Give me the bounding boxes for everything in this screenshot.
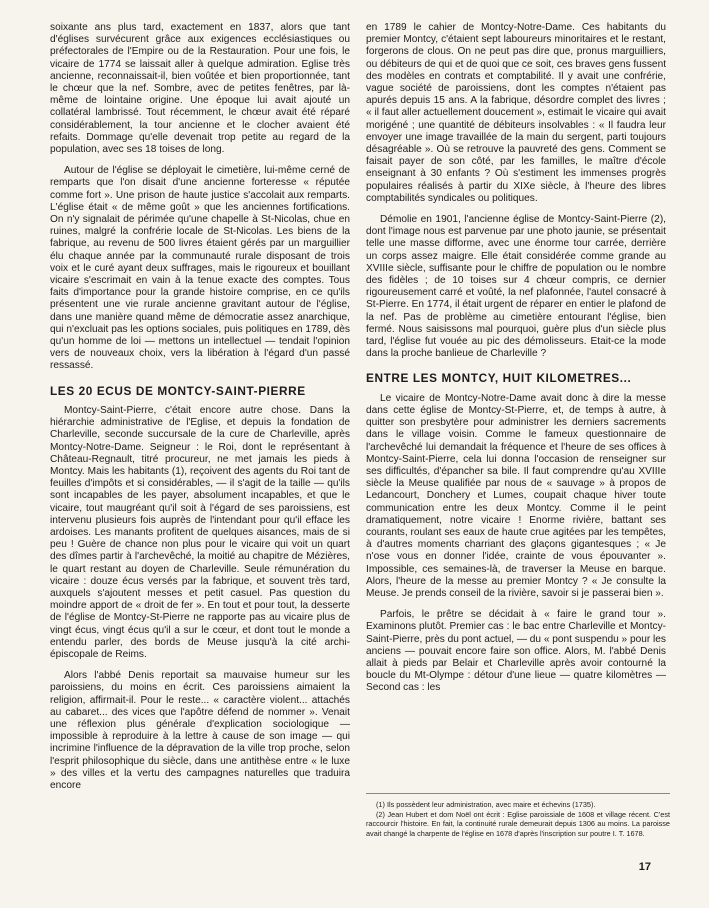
section-heading: ENTRE LES MONTCY, HUIT KILOMETRES... — [366, 371, 632, 386]
page-number: 17 — [638, 861, 651, 873]
paragraph: Parfois, le prêtre se décidait à « faire le grand tour ». Examinons plutôt. Premier cas : le bac entre Charleville et Montcy-Saint-Pierre, près du pont actuel, — du « pont suspendu » pour les anciens — pouvait encore faire son office. Alors, M. l'abbé Denis allait à pieds par Belair et Charleville après avoir contourné la boucle du Mt-Olympe : détour d'une lieue — quatre kilomètres — Second cas : les — [366, 609, 666, 694]
section-heading: LES 20 ECUS DE MONTCY-SAINT-PIERRE — [50, 383, 306, 398]
right-column — [366, 22, 666, 704]
footnotes — [366, 793, 670, 839]
paragraph: soixante ans plus tard, exactement en 1837, alors que tant d'églises survécurent grâce aux exigences ecclésiastiques ou préfectorales de l'Empire ou de la Restauration. Pour une fois, le vicaire de 1774 se laissait aller à quelque admiration. Eglise très ancienne, reconnaissait-il, bien voûtée et bien proportionnée, tant le chœur que la nef. Sombre, avec de petites fenêtres, par là-même de lointaine origine. Une époque lui avait ajouté un collatéral lambrissé. Tout récemment, le chœur avait été réparé considérablement, la tour ancienne et le clocher avaient été refaits. Dommage qu'elle devenait trop petite au regard de la population, avec ses 18 toises de long. — [50, 22, 350, 156]
paragraph: en 1789 le cahier de Montcy-Notre-Dame. Ces habitants du premier Montcy, c'étaient sept laboureurs minoritaires et le restant, forgerons de clous. On ne peut pas dire que, pronus marguilliers, ou débiteurs de qui et de quoi que ce soit, ces braves gens fussent des modèles en contrats et comptabilité. Il y avait une confrérie, vague société de paroissiens, dont les comptes n'étaient pas apurés depuis 15 ans. A la fabrique, désordre complet des livres ; « il faut aller actuellement doucement », estimait le vicaire qui avait morigéné ; une quantité de débiteurs insolvables : « Il faudra leur envoyer une image travaillée de la main du sergent, parti toujours désagréable ». Où se retrouve la pauvreté des gens. Comment se faisait payer de son côté, par les familles, le maître d'école enseignant à 30 enfants ? Où s'estiment les immenses progrès populaires réalisés à partir du XIXe siècle, à l'heure des libres comptabilités syndicales ou politiques. — [366, 22, 667, 204]
footnote: (1) Ils possèdent leur administration, avec maire et échevins (1735). — [376, 800, 596, 809]
paragraph: Démolie en 1901, l'ancienne église de Montcy-Saint-Pierre (2), dont l'image nous est parvenue par une photo jaunie, se présentait telle une masse difforme, avec une énorme tour carrée, derrière un corps assez maigre. Elle était considérée comme grande au XVIIIe siècle, suffisante pour le chiffre de population ou le nombre des fidèles ; de 10 toises sur 4 chœur compris, ce dernier rigoureusement carré et voûté, la nef plafonnée, l'autel consacré à St-Pierre. En 1774, il était urgent de réparer en entier le plafond de la nef. Pas de problème au cimetière entourant l'église, bien fermé. Nous saisissons mal pourquoi, guère plus d'un siècle plus tard, l'église fut vouée au pic des démolisseurs. Etait-ce la mode dans la proche banlieue de Charleville ? — [366, 214, 666, 360]
footnote: (2) Jean Hubert et dom Noël ont écrit : Eglise paroissiale de 1608 et village récent. C'est raccourcir l'histoire. En fait, la continuité rurale demeurait depuis 1306 au moins. La paroisse avait changé la charpente de l'église en 1678 d'après l'inscription sur poutre I. T. 1678. — [366, 810, 670, 838]
paragraph: Montcy-Saint-Pierre, c'était encore autre chose. Dans la hiérarchie administrative de l'Eglise, et depuis la fondation de Charleville, seconde succursale de la cure de Charleville, après Montcy-Notre-Dame. Seigneur : le Roi, dont le représentant à Château-Regnault, titré procureur, ne met jamais les pieds à Montcy. Mais les habitants (1), reçoivent des agents du Roi tant de feuilles d'impôts et si considérables, — il s'agit de la taille — qu'ils sont incapables de les payer, absolument incapables, et que le vicaire, tout maugréant qu'il soit à l'égard de ses paroissiens, est intervenu plusieurs fois auprès de l'intendant pour qu'il efface les ardoises. Les manants profitent de quelques aisances, mais de si peu ! Guère de chance non plus pour le vicaire qui voit un quart des dîmes partir à l'archevêché, la moitié au chapitre de Mézières, le quart restant au doyen de Charleville. Seule rémunération du vicaire : douze écus versés par la fabrique, et souvent très tard, auxquels s'ajoutent messes et petit casuel. Pas question du moindre apport de « droit de fer ». En tout et pour tout, la desserte de l'église de Montcy-St-Pierre ne rapporte pas au vicaire plus de vingt écus, vingt écus qu'il a sur le cœur, et dont tout le monde a entendu parler, des bords de Meuse jusqu'à la cité archi-épiscopale de Reims. — [50, 404, 350, 660]
paragraph: Autour de l'église se déployait le cimetière, lui-même cerné de remparts que l'on disait d'une ancienne forteresse « réputée comme fort ». Une prison de haute justice s'accolait aux remparts. L'église était « de même goût » que les anciennes fortifications. On n'y signalait de périmée qu'une chapelle à St-Nicolas, chue en ruines, malgré la confrérie locale de St-Nicolas. Les biens de la fabrique, au revenu de 500 livres étaient gérés par un marguillier élu chaque année par la communauté rurale disposant de trois voix et le curé ayant deux suffrages, mais le rigoureux et bouillant vicaire s'escrimait en vain à la tenue exacte des comptes. Tous faits d'importance pour la grande histoire comprise, en ce qu'ils présentent une vie rurale ancienne gravitant autour de l'église, dans une manière quand même de démocratie assez anarchique, qui n'excluait pas les options sociales, puis politiques en 1789, dès qu'un homme de loi — mettons un intellectuel — tendait l'opinion vers de nouveaux choix, vers la libération à l'égard d'un passé ressassé. — [50, 165, 350, 372]
paragraph: Le vicaire de Montcy-Notre-Dame avait donc à dire la messe dans cette église de Montcy-St-Pierre, et, de temps à autre, à quitter son presbytère pour administrer les derniers sacrements dans le village voisin. Comme le fameux questionnaire de l'archevêché lui demandait la fréquence et l'heure de ses offices à Montcy-Saint-Pierre, cela lui donna l'occasion de renseigner sur ses difficultés, d'épancher sa bile. Il faut comprendre qu'au XVIIIe siècle la Meuse qualifiée par nous de « sauvage » à propos de Ledancourt, Donchery et Lumes, coupait chaque hiver toute communication entre les deux Montcy. Comme il le peint dramatiquement, notre vicaire ! Enorme rivière, battant ses courants, roulant ses eaux de haute crue agitées par les tempêtes, à d'autres moments charriant des glaçons gigantesques ; « Je n'ose vous en donner l'idée, crainte de vous épouvanter ». Impossible, ces semaines-là, de traverser la Meuse en barque. Alors, l'heure de la messe au premier Montcy ? « Je consulte la Meuse. Je prends conseil de la rivière, savoir si je passerai bien ». — [366, 392, 666, 599]
paragraph: Alors l'abbé Denis reportait sa mauvaise humeur sur les paroissiens, du moins en écrit. Ces paroissiens aimaient la religion, affirmait-il. Pour le reste... « caractère violent... attachés au cabaret... des vices que l'apôtre défend de nommer ». Venait une réflexion plus générale d'explication sociologique — impossible à reproduire à la lettre à cause de son image — qui incrimine l'influence de la dépravation de la ville trop proche, selon l'esprit philosophique du siècle, dans une antithèse entre « le luxe » des villes et la vertu des campagnes naturelles que traduira encore — [50, 670, 350, 791]
left-column — [50, 22, 350, 801]
